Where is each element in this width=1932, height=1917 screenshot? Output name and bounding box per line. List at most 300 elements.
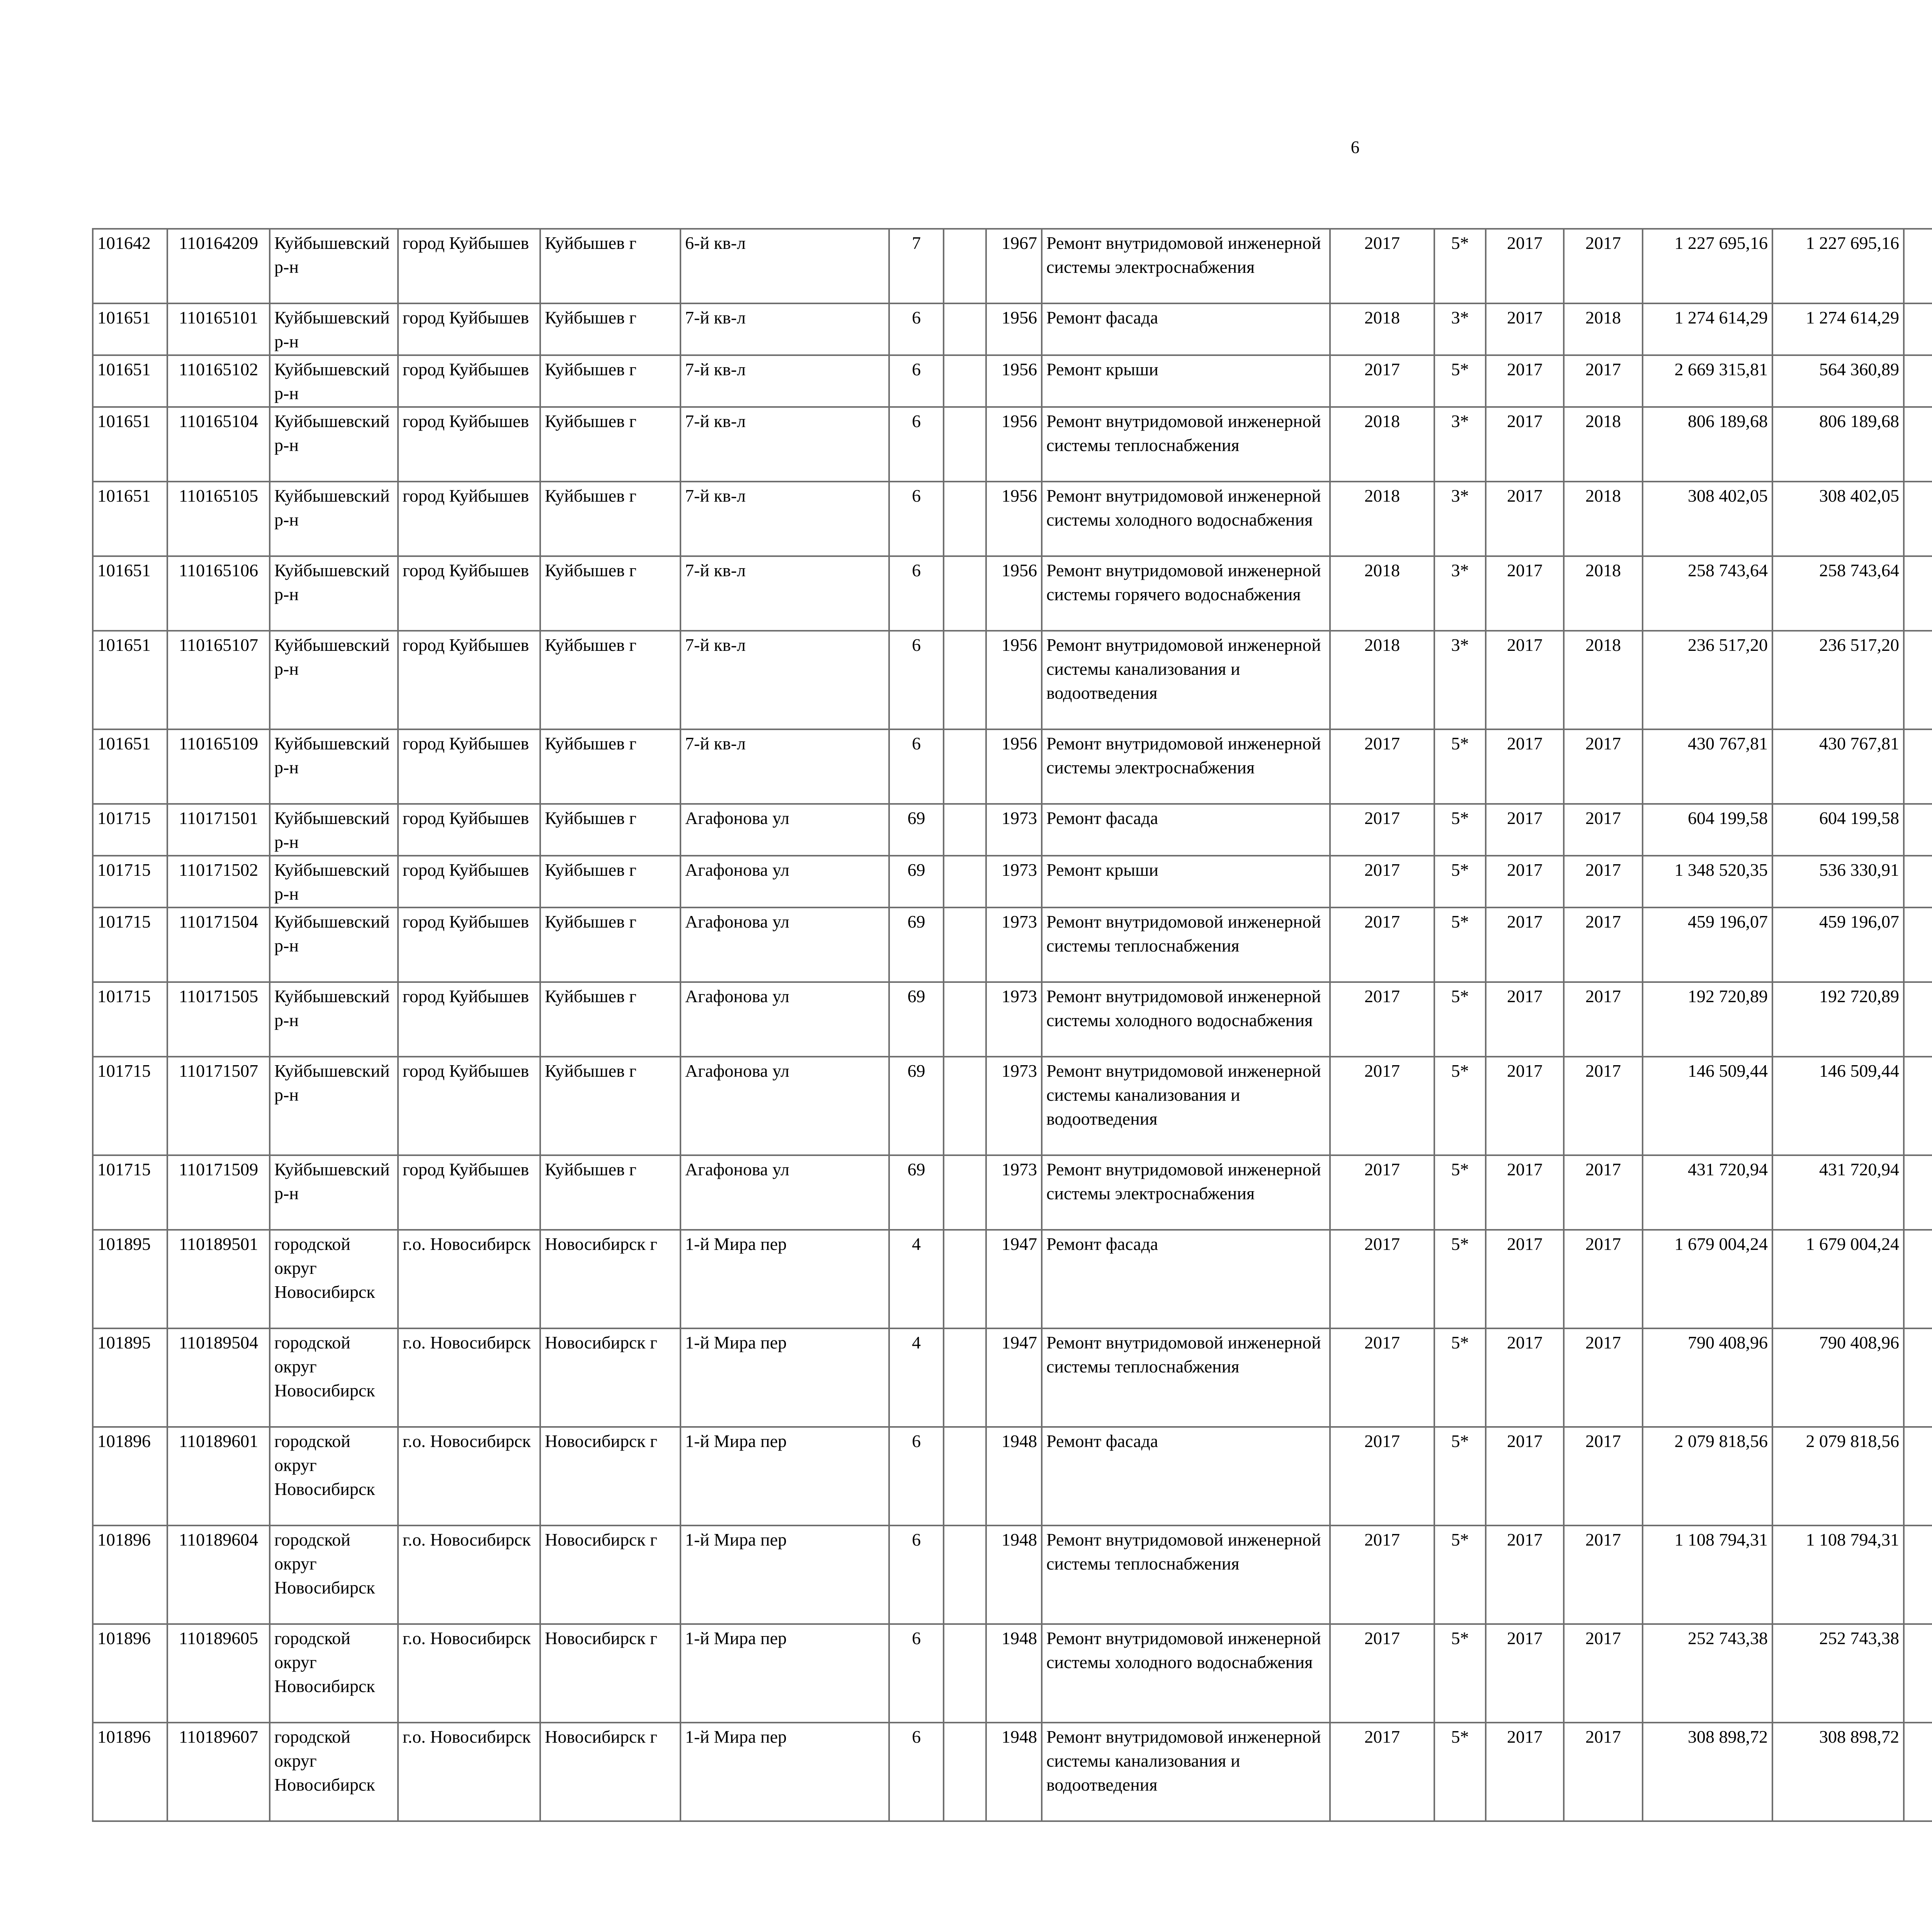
cell-street: 7-й кв-л [680, 729, 889, 804]
cell-end-year: 2017 [1564, 856, 1643, 907]
cell-ozp-code: 101651 [93, 729, 167, 804]
cell-work-type: Ремонт внутридомовой инженерной системы канализования и водоотведения [1042, 1057, 1330, 1155]
cell-ozp-code: 101715 [93, 907, 167, 982]
cell-plan-year: 2017 [1330, 907, 1434, 982]
cell-ozp-code: 101715 [93, 856, 167, 907]
cell-work-code: 110189604 [167, 1525, 270, 1624]
cell-ozp-code: 101642 [93, 229, 167, 303]
cell-house-number: 6 [889, 355, 944, 407]
cell-work-code: 110171507 [167, 1057, 270, 1155]
cell-municipality: город Куйбышев [398, 982, 540, 1057]
table-row [93, 1624, 1932, 1723]
cell-district: Куйбышевский р-н [270, 982, 398, 1057]
cell-locality: Куйбышев г [540, 631, 680, 729]
cell-start-year: 2017 [1486, 1723, 1564, 1821]
cell-ozp-code: 101715 [93, 1155, 167, 1230]
cell-end-year: 2017 [1564, 1328, 1643, 1427]
cell-start-year: 2017 [1486, 1525, 1564, 1624]
cell-korpus [944, 1230, 986, 1328]
cell-district: Куйбышевский р-н [270, 482, 398, 556]
table-row [93, 1525, 1932, 1624]
cell-col-17 [1904, 1230, 1932, 1328]
cell-priority: 5* [1434, 1328, 1486, 1427]
cell-build-year: 1956 [986, 631, 1042, 729]
cell-street: Агафонова ул [680, 1057, 889, 1155]
cell-house-number: 6 [889, 1427, 944, 1525]
cell-col-17 [1904, 355, 1932, 407]
cell-work-type: Ремонт фасада [1042, 804, 1330, 856]
cell-start-year: 2017 [1486, 1155, 1564, 1230]
cell-col-17 [1904, 856, 1932, 907]
cell-end-year: 2017 [1564, 1624, 1643, 1723]
cell-priority: 5* [1434, 229, 1486, 303]
cell-work-type: Ремонт внутридомовой инженерной системы холодного водоснабжения [1042, 1624, 1330, 1723]
cell-locality: Куйбышев г [540, 229, 680, 303]
cell-municipality: город Куйбышев [398, 407, 540, 482]
cell-district: Куйбышевский р-н [270, 556, 398, 631]
cell-fund-cost: 459 196,07 [1772, 907, 1904, 982]
cell-work-type: Ремонт крыши [1042, 355, 1330, 407]
cell-plan-year: 2017 [1330, 1155, 1434, 1230]
cell-house-number: 6 [889, 407, 944, 482]
cell-plan-year: 2017 [1330, 229, 1434, 303]
cell-end-year: 2017 [1564, 907, 1643, 982]
cell-work-type: Ремонт внутридомовой инженерной системы холодного водоснабжения [1042, 482, 1330, 556]
cell-col-17 [1904, 1057, 1932, 1155]
cell-district: Куйбышевский р-н [270, 407, 398, 482]
cell-house-number: 69 [889, 907, 944, 982]
table-row [93, 982, 1932, 1057]
cell-house-number: 6 [889, 631, 944, 729]
cell-total-cost: 258 743,64 [1643, 556, 1772, 631]
cell-municipality: город Куйбышев [398, 856, 540, 907]
cell-fund-cost: 308 402,05 [1772, 482, 1904, 556]
cell-col-17 [1904, 1427, 1932, 1525]
cell-build-year: 1948 [986, 1525, 1042, 1624]
cell-work-code: 110189605 [167, 1624, 270, 1723]
cell-district: городской округ Новосибирск [270, 1230, 398, 1328]
cell-work-code: 110171502 [167, 856, 270, 907]
cell-work-type: Ремонт внутридомовой инженерной системы теплоснабжения [1042, 1328, 1330, 1427]
cell-plan-year: 2017 [1330, 1525, 1434, 1624]
cell-priority: 5* [1434, 355, 1486, 407]
cell-work-code: 110189504 [167, 1328, 270, 1427]
cell-ozp-code: 101896 [93, 1525, 167, 1624]
cell-build-year: 1948 [986, 1624, 1042, 1723]
cell-end-year: 2017 [1564, 729, 1643, 804]
cell-plan-year: 2018 [1330, 482, 1434, 556]
cell-locality: Куйбышев г [540, 907, 680, 982]
cell-col-17 [1904, 804, 1932, 856]
cell-total-cost: 1 227 695,16 [1643, 229, 1772, 303]
cell-total-cost: 1 108 794,31 [1643, 1525, 1772, 1624]
table-row [93, 1427, 1932, 1525]
cell-end-year: 2017 [1564, 804, 1643, 856]
cell-start-year: 2017 [1486, 482, 1564, 556]
cell-plan-year: 2017 [1330, 982, 1434, 1057]
cell-fund-cost: 252 743,38 [1772, 1624, 1904, 1723]
cell-locality: Новосибирск г [540, 1624, 680, 1723]
cell-total-cost: 308 402,05 [1643, 482, 1772, 556]
cell-work-code: 110189607 [167, 1723, 270, 1821]
cell-district: Куйбышевский р-н [270, 1057, 398, 1155]
cell-korpus [944, 229, 986, 303]
cell-korpus [944, 1723, 986, 1821]
cell-municipality: город Куйбышев [398, 482, 540, 556]
cell-start-year: 2017 [1486, 556, 1564, 631]
cell-work-code: 110165109 [167, 729, 270, 804]
cell-fund-cost: 258 743,64 [1772, 556, 1904, 631]
cell-end-year: 2018 [1564, 631, 1643, 729]
cell-start-year: 2017 [1486, 804, 1564, 856]
cell-total-cost: 806 189,68 [1643, 407, 1772, 482]
cell-plan-year: 2017 [1330, 856, 1434, 907]
cell-locality: Куйбышев г [540, 355, 680, 407]
cell-total-cost: 146 509,44 [1643, 1057, 1772, 1155]
cell-street: 7-й кв-л [680, 355, 889, 407]
cell-house-number: 6 [889, 1525, 944, 1624]
cell-locality: Новосибирск г [540, 1328, 680, 1427]
cell-build-year: 1967 [986, 229, 1042, 303]
cell-priority: 3* [1434, 303, 1486, 355]
cell-house-number: 69 [889, 1057, 944, 1155]
cell-fund-cost: 192 720,89 [1772, 982, 1904, 1057]
cell-plan-year: 2017 [1330, 355, 1434, 407]
cell-end-year: 2017 [1564, 1525, 1643, 1624]
cell-district: Куйбышевский р-н [270, 303, 398, 355]
cell-house-number: 69 [889, 856, 944, 907]
cell-street: 7-й кв-л [680, 407, 889, 482]
cell-locality: Новосибирск г [540, 1427, 680, 1525]
cell-build-year: 1947 [986, 1328, 1042, 1427]
cell-work-code: 110165107 [167, 631, 270, 729]
table-row [93, 804, 1932, 856]
cell-work-type: Ремонт внутридомовой инженерной системы канализования и водоотведения [1042, 631, 1330, 729]
cell-street: 1-й Мира пер [680, 1328, 889, 1427]
cell-work-code: 110165102 [167, 355, 270, 407]
cell-fund-cost: 536 330,91 [1772, 856, 1904, 907]
table-row [93, 355, 1932, 407]
cell-house-number: 4 [889, 1230, 944, 1328]
cell-plan-year: 2017 [1330, 729, 1434, 804]
cell-korpus [944, 407, 986, 482]
cell-work-code: 110165104 [167, 407, 270, 482]
cell-municipality: город Куйбышев [398, 556, 540, 631]
cell-ozp-code: 101651 [93, 482, 167, 556]
cell-district: городской округ Новосибирск [270, 1525, 398, 1624]
cell-priority: 5* [1434, 1057, 1486, 1155]
cell-ozp-code: 101715 [93, 1057, 167, 1155]
cell-plan-year: 2018 [1330, 631, 1434, 729]
cell-build-year: 1947 [986, 1230, 1042, 1328]
cell-end-year: 2017 [1564, 1723, 1643, 1821]
cell-house-number: 4 [889, 1328, 944, 1427]
cell-locality: Новосибирск г [540, 1723, 680, 1821]
cell-priority: 5* [1434, 804, 1486, 856]
cell-total-cost: 308 898,72 [1643, 1723, 1772, 1821]
cell-house-number: 6 [889, 729, 944, 804]
capital-repair-table [92, 228, 1932, 1822]
cell-build-year: 1973 [986, 907, 1042, 982]
cell-district: Куйбышевский р-н [270, 1155, 398, 1230]
cell-street: Агафонова ул [680, 1155, 889, 1230]
cell-locality: Куйбышев г [540, 1057, 680, 1155]
table-row [93, 303, 1932, 355]
cell-locality: Куйбышев г [540, 482, 680, 556]
cell-korpus [944, 729, 986, 804]
cell-plan-year: 2018 [1330, 407, 1434, 482]
cell-work-code: 110171501 [167, 804, 270, 856]
table-row [93, 856, 1932, 907]
cell-district: Куйбышевский р-н [270, 631, 398, 729]
cell-fund-cost: 806 189,68 [1772, 407, 1904, 482]
cell-work-type: Ремонт внутридомовой инженерной системы теплоснабжения [1042, 907, 1330, 982]
table-body [93, 229, 1932, 1821]
cell-municipality: г.о. Новосибирск [398, 1723, 540, 1821]
cell-plan-year: 2018 [1330, 303, 1434, 355]
cell-plan-year: 2017 [1330, 1624, 1434, 1723]
cell-ozp-code: 101651 [93, 407, 167, 482]
cell-priority: 5* [1434, 1427, 1486, 1525]
cell-ozp-code: 101896 [93, 1723, 167, 1821]
table-row [93, 907, 1932, 982]
cell-work-code: 110171509 [167, 1155, 270, 1230]
cell-col-17 [1904, 407, 1932, 482]
cell-locality: Куйбышев г [540, 729, 680, 804]
cell-municipality: г.о. Новосибирск [398, 1230, 540, 1328]
page-number: 6 [1350, 138, 1360, 157]
cell-plan-year: 2017 [1330, 1057, 1434, 1155]
cell-locality: Новосибирск г [540, 1230, 680, 1328]
cell-priority: 5* [1434, 907, 1486, 982]
cell-total-cost: 2 079 818,56 [1643, 1427, 1772, 1525]
cell-build-year: 1973 [986, 856, 1042, 907]
cell-locality: Куйбышев г [540, 804, 680, 856]
cell-locality: Куйбышев г [540, 556, 680, 631]
cell-korpus [944, 1057, 986, 1155]
table-row [93, 482, 1932, 556]
cell-district: Куйбышевский р-н [270, 729, 398, 804]
cell-total-cost: 252 743,38 [1643, 1624, 1772, 1723]
cell-build-year: 1973 [986, 1155, 1042, 1230]
cell-plan-year: 2018 [1330, 556, 1434, 631]
cell-start-year: 2017 [1486, 303, 1564, 355]
cell-total-cost: 604 199,58 [1643, 804, 1772, 856]
cell-work-type: Ремонт фасада [1042, 1230, 1330, 1328]
cell-municipality: г.о. Новосибирск [398, 1525, 540, 1624]
cell-start-year: 2017 [1486, 355, 1564, 407]
cell-ozp-code: 101715 [93, 804, 167, 856]
cell-district: Куйбышевский р-н [270, 804, 398, 856]
cell-fund-cost: 2 079 818,56 [1772, 1427, 1904, 1525]
cell-start-year: 2017 [1486, 982, 1564, 1057]
cell-col-17 [1904, 482, 1932, 556]
cell-fund-cost: 790 408,96 [1772, 1328, 1904, 1427]
cell-priority: 5* [1434, 1230, 1486, 1328]
cell-build-year: 1973 [986, 982, 1042, 1057]
cell-work-code: 110189501 [167, 1230, 270, 1328]
cell-district: городской округ Новосибирск [270, 1624, 398, 1723]
cell-district: Куйбышевский р-н [270, 856, 398, 907]
cell-korpus [944, 1155, 986, 1230]
cell-end-year: 2017 [1564, 1155, 1643, 1230]
cell-house-number: 6 [889, 1723, 944, 1821]
cell-end-year: 2017 [1564, 229, 1643, 303]
cell-district: Куйбышевский р-н [270, 907, 398, 982]
cell-end-year: 2018 [1564, 556, 1643, 631]
cell-col-17 [1904, 907, 1932, 982]
cell-fund-cost: 1 227 695,16 [1772, 229, 1904, 303]
cell-col-17 [1904, 1624, 1932, 1723]
cell-total-cost: 459 196,07 [1643, 907, 1772, 982]
table-row [93, 1723, 1932, 1821]
cell-street: 7-й кв-л [680, 482, 889, 556]
cell-end-year: 2017 [1564, 1230, 1643, 1328]
cell-end-year: 2018 [1564, 407, 1643, 482]
table-row [93, 1230, 1932, 1328]
cell-total-cost: 1 348 520,35 [1643, 856, 1772, 907]
cell-street: Агафонова ул [680, 907, 889, 982]
cell-korpus [944, 1525, 986, 1624]
cell-work-type: Ремонт внутридомовой инженерной системы теплоснабжения [1042, 1525, 1330, 1624]
cell-end-year: 2017 [1564, 355, 1643, 407]
cell-ozp-code: 101896 [93, 1427, 167, 1525]
cell-fund-cost: 430 767,81 [1772, 729, 1904, 804]
cell-fund-cost: 236 517,20 [1772, 631, 1904, 729]
cell-end-year: 2018 [1564, 482, 1643, 556]
cell-total-cost: 1 679 004,24 [1643, 1230, 1772, 1328]
table-row [93, 1155, 1932, 1230]
cell-street: Агафонова ул [680, 856, 889, 907]
cell-ozp-code: 101895 [93, 1230, 167, 1328]
cell-col-17 [1904, 1525, 1932, 1624]
cell-col-17 [1904, 229, 1932, 303]
cell-work-code: 110165101 [167, 303, 270, 355]
cell-locality: Куйбышев г [540, 982, 680, 1057]
cell-municipality: г.о. Новосибирск [398, 1624, 540, 1723]
cell-locality: Куйбышев г [540, 856, 680, 907]
cell-build-year: 1948 [986, 1427, 1042, 1525]
cell-district: Куйбышевский р-н [270, 229, 398, 303]
cell-plan-year: 2017 [1330, 804, 1434, 856]
cell-work-type: Ремонт внутридомовой инженерной системы теплоснабжения [1042, 407, 1330, 482]
cell-ozp-code: 101651 [93, 556, 167, 631]
cell-district: городской округ Новосибирск [270, 1328, 398, 1427]
cell-fund-cost: 1 108 794,31 [1772, 1525, 1904, 1624]
cell-end-year: 2017 [1564, 1057, 1643, 1155]
cell-street: Агафонова ул [680, 982, 889, 1057]
cell-work-type: Ремонт внутридомовой инженерной системы холодного водоснабжения [1042, 982, 1330, 1057]
cell-municipality: город Куйбышев [398, 1057, 540, 1155]
cell-build-year: 1956 [986, 407, 1042, 482]
table-row [93, 1328, 1932, 1427]
cell-street: 1-й Мира пер [680, 1427, 889, 1525]
cell-district: Куйбышевский р-н [270, 355, 398, 407]
cell-fund-cost: 146 509,44 [1772, 1057, 1904, 1155]
cell-street: 7-й кв-л [680, 556, 889, 631]
cell-priority: 5* [1434, 729, 1486, 804]
cell-priority: 5* [1434, 1624, 1486, 1723]
cell-ozp-code: 101896 [93, 1624, 167, 1723]
cell-work-type: Ремонт внутридомовой инженерной системы электроснабжения [1042, 729, 1330, 804]
cell-district: городской округ Новосибирск [270, 1427, 398, 1525]
cell-total-cost: 236 517,20 [1643, 631, 1772, 729]
cell-ozp-code: 101715 [93, 982, 167, 1057]
cell-locality: Куйбышев г [540, 1155, 680, 1230]
cell-build-year: 1956 [986, 355, 1042, 407]
cell-col-17 [1904, 1328, 1932, 1427]
cell-priority: 5* [1434, 1723, 1486, 1821]
cell-total-cost: 1 274 614,29 [1643, 303, 1772, 355]
cell-municipality: город Куйбышев [398, 631, 540, 729]
cell-start-year: 2017 [1486, 1230, 1564, 1328]
cell-work-type: Ремонт внутридомовой инженерной системы электроснабжения [1042, 229, 1330, 303]
cell-priority: 3* [1434, 407, 1486, 482]
cell-work-type: Ремонт фасада [1042, 303, 1330, 355]
cell-build-year: 1956 [986, 482, 1042, 556]
cell-priority: 3* [1434, 631, 1486, 729]
cell-work-code: 110171505 [167, 982, 270, 1057]
cell-municipality: город Куйбышев [398, 303, 540, 355]
cell-house-number: 69 [889, 1155, 944, 1230]
cell-end-year: 2017 [1564, 1427, 1643, 1525]
cell-street: 7-й кв-л [680, 631, 889, 729]
cell-house-number: 6 [889, 1624, 944, 1723]
cell-start-year: 2017 [1486, 1427, 1564, 1525]
cell-total-cost: 431 720,94 [1643, 1155, 1772, 1230]
cell-priority: 5* [1434, 856, 1486, 907]
cell-start-year: 2017 [1486, 1328, 1564, 1427]
cell-end-year: 2018 [1564, 303, 1643, 355]
cell-start-year: 2017 [1486, 907, 1564, 982]
cell-korpus [944, 982, 986, 1057]
cell-work-type: Ремонт внутридомовой инженерной системы горячего водоснабжения [1042, 556, 1330, 631]
cell-street: 1-й Мира пер [680, 1525, 889, 1624]
cell-locality: Куйбышев г [540, 407, 680, 482]
cell-ozp-code: 101651 [93, 303, 167, 355]
cell-municipality: город Куйбышев [398, 1155, 540, 1230]
cell-korpus [944, 804, 986, 856]
cell-korpus [944, 556, 986, 631]
cell-ozp-code: 101895 [93, 1328, 167, 1427]
table-row [93, 407, 1932, 482]
cell-korpus [944, 1427, 986, 1525]
cell-start-year: 2017 [1486, 1057, 1564, 1155]
cell-municipality: г.о. Новосибирск [398, 1427, 540, 1525]
cell-priority: 3* [1434, 482, 1486, 556]
cell-work-code: 110165106 [167, 556, 270, 631]
cell-municipality: город Куйбышев [398, 804, 540, 856]
cell-col-17 [1904, 982, 1932, 1057]
cell-total-cost: 192 720,89 [1643, 982, 1772, 1057]
cell-plan-year: 2017 [1330, 1230, 1434, 1328]
cell-house-number: 69 [889, 982, 944, 1057]
cell-street: 1-й Мира пер [680, 1723, 889, 1821]
cell-district: городской округ Новосибирск [270, 1723, 398, 1821]
cell-fund-cost: 431 720,94 [1772, 1155, 1904, 1230]
cell-ozp-code: 101651 [93, 631, 167, 729]
cell-priority: 5* [1434, 1155, 1486, 1230]
cell-street: 6-й кв-л [680, 229, 889, 303]
cell-plan-year: 2017 [1330, 1723, 1434, 1821]
cell-house-number: 6 [889, 303, 944, 355]
table-row [93, 556, 1932, 631]
table-row [93, 729, 1932, 804]
cell-municipality: город Куйбышев [398, 355, 540, 407]
cell-korpus [944, 1328, 986, 1427]
cell-col-17 [1904, 1723, 1932, 1821]
cell-fund-cost: 604 199,58 [1772, 804, 1904, 856]
